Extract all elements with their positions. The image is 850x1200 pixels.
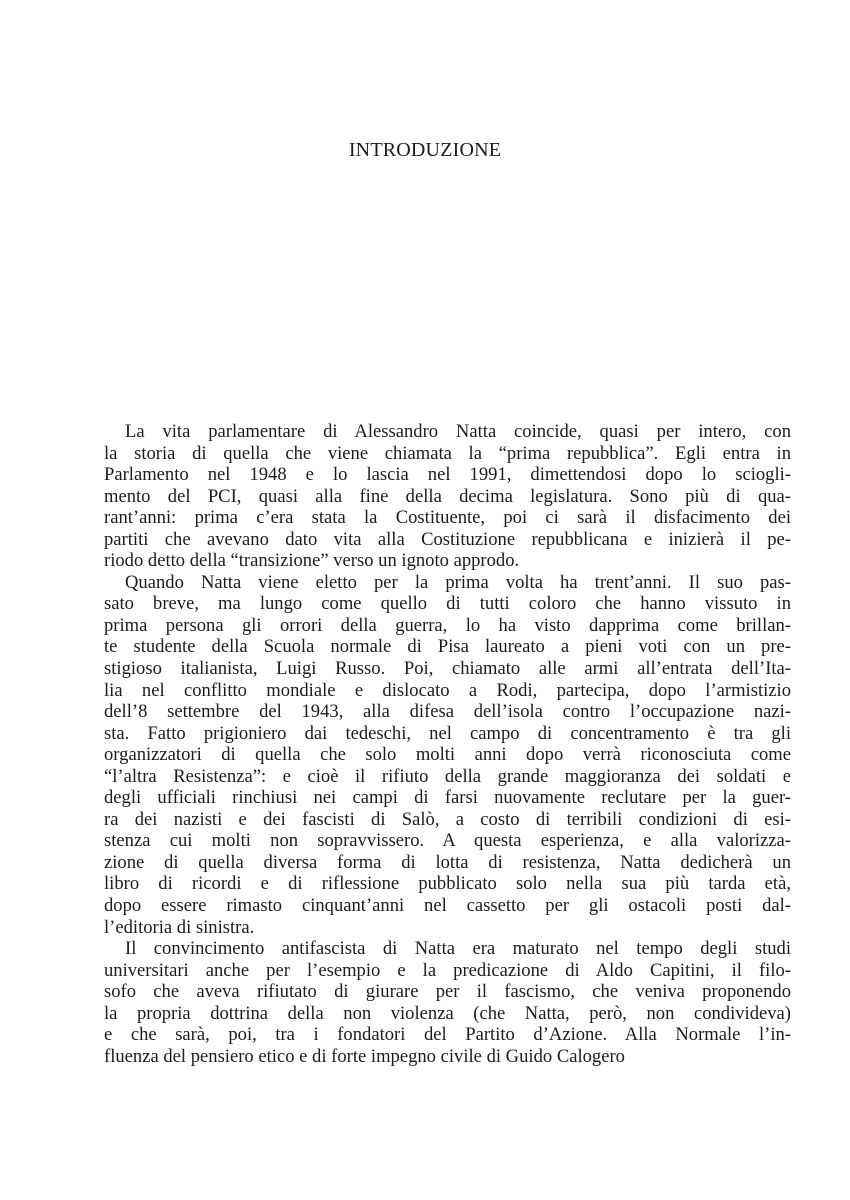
- text-line: ra dei nazisti e dei fascisti di Salò, a costo di terribili condizioni di esi-: [104, 808, 791, 830]
- text-line: sta. Fatto prigioniero dai tedeschi, nel campo di concentramento è tra gli: [104, 722, 791, 744]
- body-text: [104, 421, 791, 1067]
- text-line: partiti che avevano dato vita alla Costituzione repubblicana e inizierà il pe-: [104, 528, 791, 550]
- text-line: libro di ricordi e di riflessione pubblicato solo nella sua più tarda età,: [104, 873, 791, 895]
- text-line: Quando Natta viene eletto per la prima volta ha trent’anni. Il suo pas-: [125, 571, 791, 593]
- text-line: fluenza del pensiero etico e di forte impegno civile di Guido Calogero: [104, 1045, 625, 1067]
- text-line: organizzatori di quella che solo molti anni dopo verrà riconosciuta come: [104, 744, 791, 766]
- paragraph: [104, 938, 791, 1067]
- text-line: stigioso italianista, Luigi Russo. Poi, chiamato alle armi all’entrata dell’Ita-: [104, 658, 791, 680]
- text-line: Il convincimento antifascista di Natta era maturato nel tempo degli studi: [125, 938, 791, 960]
- text-line: l’editoria di sinistra.: [104, 916, 255, 938]
- text-line: la propria dottrina della non violenza (che Natta, però, non condivideva): [104, 1002, 791, 1024]
- text-line: zione di quella diversa forma di lotta di resistenza, Natta dedicherà un: [104, 851, 791, 873]
- text-line: e che sarà, poi, tra i fondatori del Partito d’Azione. Alla Normale l’in-: [104, 1024, 791, 1046]
- text-line: “l’altra Resistenza”: e cioè il rifiuto della grande maggioranza dei soldati e: [104, 765, 791, 787]
- text-line: dopo essere rimasto cinquant’anni nel cassetto per gli ostacoli posti dal-: [104, 895, 791, 917]
- text-line: te studente della Scuola normale di Pisa laureato a pieni voti con un pre-: [104, 636, 791, 658]
- text-line: degli ufficiali rinchiusi nei campi di farsi nuovamente reclutare per la guer-: [104, 787, 791, 809]
- paragraph: [104, 421, 791, 572]
- text-line: universitari anche per l’esempio e la predicazione di Aldo Capitini, il filo-: [104, 959, 791, 981]
- chapter-title: INTRODUZIONE: [348, 139, 502, 161]
- text-line: sato breve, ma lungo come quello di tutti coloro che hanno vissuto in: [104, 593, 791, 615]
- text-line: la storia di quella che viene chiamata la “prima repubblica”. Egli entra in: [104, 442, 791, 464]
- text-line: Parlamento nel 1948 e lo lascia nel 1991, dimettendosi dopo lo sciogli-: [104, 464, 791, 486]
- text-line: prima persona gli orrori della guerra, lo ha visto dapprima come brillan-: [104, 614, 791, 636]
- text-line: stenza cui molti non sopravvissero. A questa esperienza, e alla valorizza-: [104, 830, 791, 852]
- paragraph: [104, 572, 791, 938]
- text-line: La vita parlamentare di Alessandro Natta coincide, quasi per intero, con: [125, 421, 791, 442]
- text-line: lia nel conflitto mondiale e dislocato a Rodi, partecipa, dopo l’armistizio: [104, 679, 791, 701]
- text-line: sofo che aveva rifiutato di giurare per il fascismo, che veniva proponendo: [104, 981, 791, 1003]
- text-line: rant’anni: prima c’era stata la Costituente, poi ci sarà il disfacimento dei: [104, 507, 791, 529]
- text-line: mento del PCI, quasi alla fine della decima legislatura. Sono più di qua-: [104, 485, 791, 507]
- text-line: riodo detto della “transizione” verso un ignoto approdo.: [104, 550, 520, 572]
- text-line: dell’8 settembre del 1943, alla difesa dell’isola contro l’occupazione nazi-: [104, 701, 791, 723]
